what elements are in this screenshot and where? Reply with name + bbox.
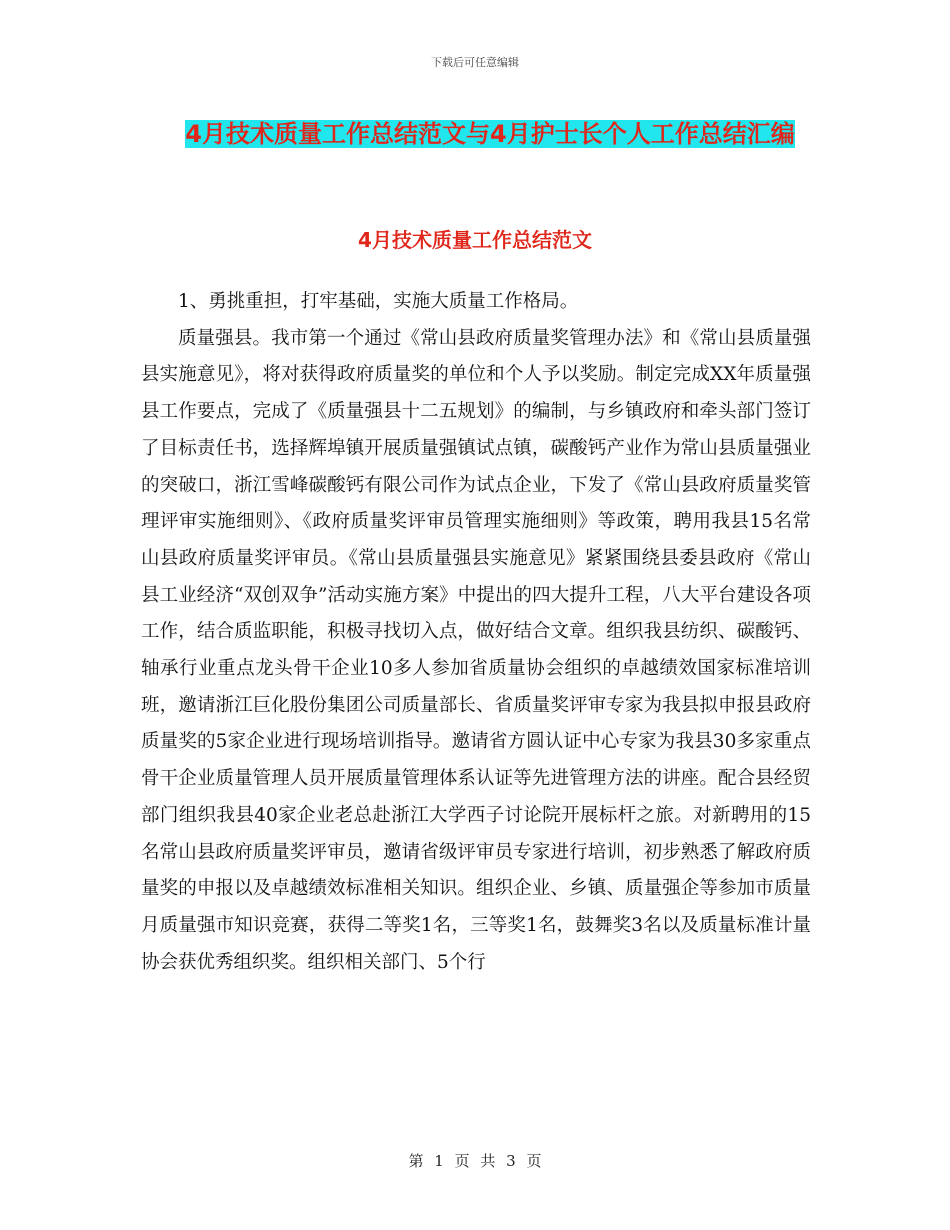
section-title: 4月技术质量工作总结范文: [358, 228, 592, 252]
header-note: 下载后可任意编辑: [431, 56, 519, 69]
document-body: [141, 284, 811, 981]
document-title: [150, 112, 830, 157]
paragraph-2: 质量强县。我市第一个通过《常山县政府质量奖管理办法》和《常山县质量强县实施意见》，将对获得政府质量奖的单位和个人予以奖励。制定完成XX年质量强县工作要点，完成了《质量强县十二五规划》的编制，与乡镇政府和牵头部门签订了目标责任书，选择辉埠镇开展质量强镇试点镇，碳酸钙产业作为常山县质量强业的突破口，浙江雪峰碳酸钙有限公司作为试点企业，下发了《常山县政府质量奖管理评审实施细则》、《政府质量奖评审员管理实施细则》等政策，聘用我县15名常山县政府质量奖评审员。《常山县质量强县实施意见》紧紧围绕县委县政府《常山县工业经济“双创双争”活动实施方案》中提出的四大提升工程，八大平台建设各项工作，结合质监职能，积极寻找切入点，做好结合文章。组织我县纺织、碳酸钙、轴承行业重点龙头骨干企业10多人参加省质量协会组织的卓越绩效国家标准培训班，邀请浙江巨化股份集团公司质量部长、省质量奖评审专家为我县拟申报县政府质量奖的5家企业进行现场培训指导。邀请省方圆认证中心专家为我县30多家重点骨干企业质量管理人员开展质量管理体系认证等先进管理方法的讲座。配合县经贸部门组织我县40家企业老总赴浙江大学西子讨论院开展标杆之旅。对新聘用的15名常山县政府质量奖评审员，邀请省级评审员专家进行培训，初步熟悉了解政府质量奖的申报以及卓越绩效标准相关知识。组织企业、乡镇、质量强企等参加市质量月质量强市知识竞赛，获得二等奖1名，三等奖1名，鼓舞奖3名以及质量标准计量协会获优秀组织奖。组织相关部门、5个行: [141, 327, 811, 973]
document-title-text: 4月技术质量工作总结范文与4月护士长个人工作总结汇编: [185, 120, 795, 148]
page-footer: 第 1 页 共 3 页: [408, 1152, 542, 1170]
paragraph-1: 1、勇挑重担，打牢基础，实施大质量工作格局。: [178, 291, 579, 312]
